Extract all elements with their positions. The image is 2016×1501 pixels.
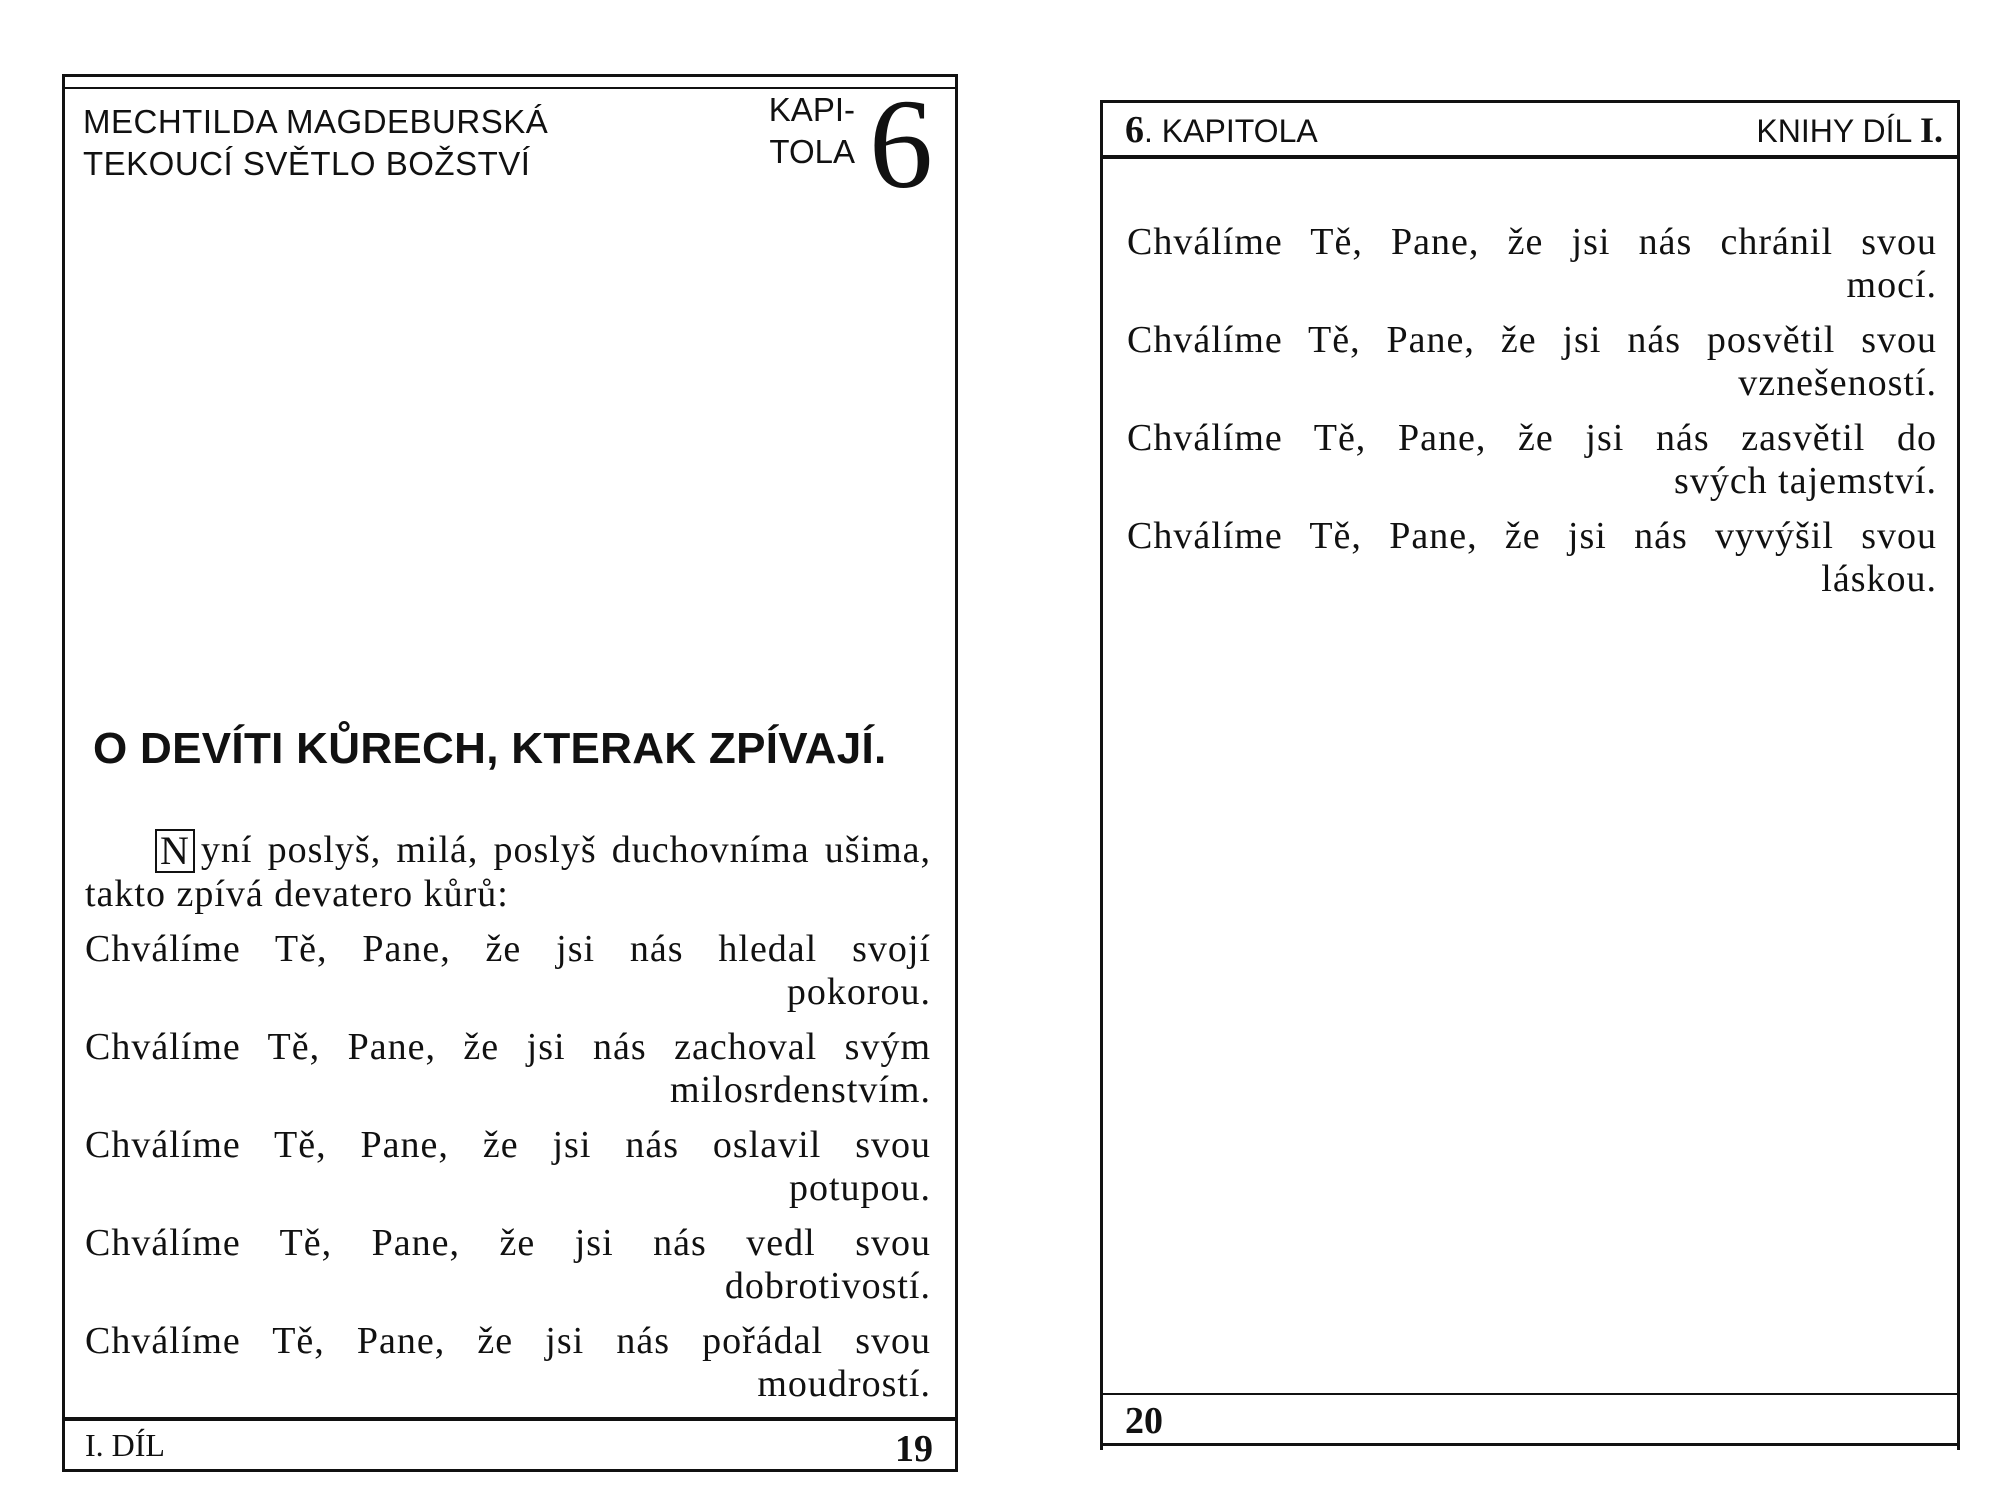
verse-line: Chválíme Tě, Pane, že jsi nás pořádal svou xyxy=(85,1320,931,1362)
verse xyxy=(1127,417,1937,503)
verse-line: Chválíme Tě, Pane, že jsi nás posvětil svou xyxy=(1127,319,1937,361)
verse-line-end: pokorou. xyxy=(786,971,931,1013)
book-label: KNIHY DÍL xyxy=(1756,113,1912,149)
verse xyxy=(1127,319,1937,405)
verse-line-end: mocí. xyxy=(1846,264,1937,306)
verse-line-end: potupou. xyxy=(788,1167,931,1209)
author-name: MECHTILDA MAGDEBURSKÁ xyxy=(83,103,549,140)
verse-line: Chválíme Tě, Pane, že jsi nás chránil svou xyxy=(1127,221,1937,263)
verse-line-end: láskou. xyxy=(1821,558,1937,600)
verse-line-end: svých tajemství. xyxy=(1674,460,1937,502)
left-page xyxy=(62,74,958,1472)
verse-line: Chválíme Tě, Pane, že jsi nás vyvýšil svou xyxy=(1127,515,1937,557)
verse-line-end: dobrotivostí. xyxy=(724,1265,931,1307)
chapter-label xyxy=(769,89,855,173)
chapter-number: 6 xyxy=(869,73,933,215)
verse-line-end: moudrostí. xyxy=(757,1363,931,1405)
chapter-label-line2: TOLA xyxy=(769,133,855,170)
verse-line: Chválíme Tě, Pane, že jsi nás vedl svou xyxy=(85,1222,931,1264)
right-body-text xyxy=(1127,221,1937,613)
verse-line-end: vznešeností. xyxy=(1738,362,1937,404)
part-label: I. DÍL xyxy=(85,1427,165,1463)
chapter-label: . KAPITOLA xyxy=(1144,113,1318,149)
chapter-number: 6 xyxy=(1125,109,1144,151)
book-part-heading xyxy=(1756,109,1943,152)
chapter-label-line1: KAPI- xyxy=(768,91,855,128)
left-body-text xyxy=(85,829,931,1418)
verse-line: Chválíme Tě, Pane, že jsi nás zasvětil do xyxy=(1127,417,1937,459)
verse-line-end: milosrdenstvím. xyxy=(670,1069,931,1111)
footer-rule xyxy=(65,1417,955,1421)
verse xyxy=(85,1222,931,1308)
verse xyxy=(85,928,931,1014)
bottom-rule xyxy=(1100,1443,1960,1446)
header-rule xyxy=(1103,155,1957,159)
verse-line: Chválíme Tě, Pane, že jsi nás zachoval svým xyxy=(85,1026,931,1068)
verse xyxy=(85,1026,931,1112)
running-header xyxy=(1103,103,1957,153)
verse-line: Chválíme Tě, Pane, že jsi nás oslavil svou xyxy=(85,1124,931,1166)
footer-rule xyxy=(1103,1393,1957,1395)
verse xyxy=(1127,221,1937,307)
running-header xyxy=(83,101,548,185)
book-part: I. xyxy=(1919,110,1943,150)
chapter-heading xyxy=(1125,109,1318,152)
page-number: 19 xyxy=(895,1428,933,1470)
drop-cap: N xyxy=(155,829,195,873)
verse xyxy=(85,1320,931,1406)
intro-paragraph xyxy=(85,829,931,916)
chapter-title: O DEVÍTI KŮRECH, KTERAK ZPÍVAJÍ. xyxy=(93,724,887,773)
page-number: 20 xyxy=(1125,1400,1163,1442)
book-title: TEKOUCÍ SVĚTLO BOŽSTVÍ xyxy=(83,145,531,182)
intro-text: yní poslyš, milá, poslyš duchovníma ušima, takto zpívá devatero kůrů: xyxy=(85,829,931,915)
verse xyxy=(1127,515,1937,601)
right-page xyxy=(1100,100,1960,1450)
verse-line: Chválíme Tě, Pane, že jsi nás hledal svojí xyxy=(85,928,931,970)
verse xyxy=(85,1124,931,1210)
